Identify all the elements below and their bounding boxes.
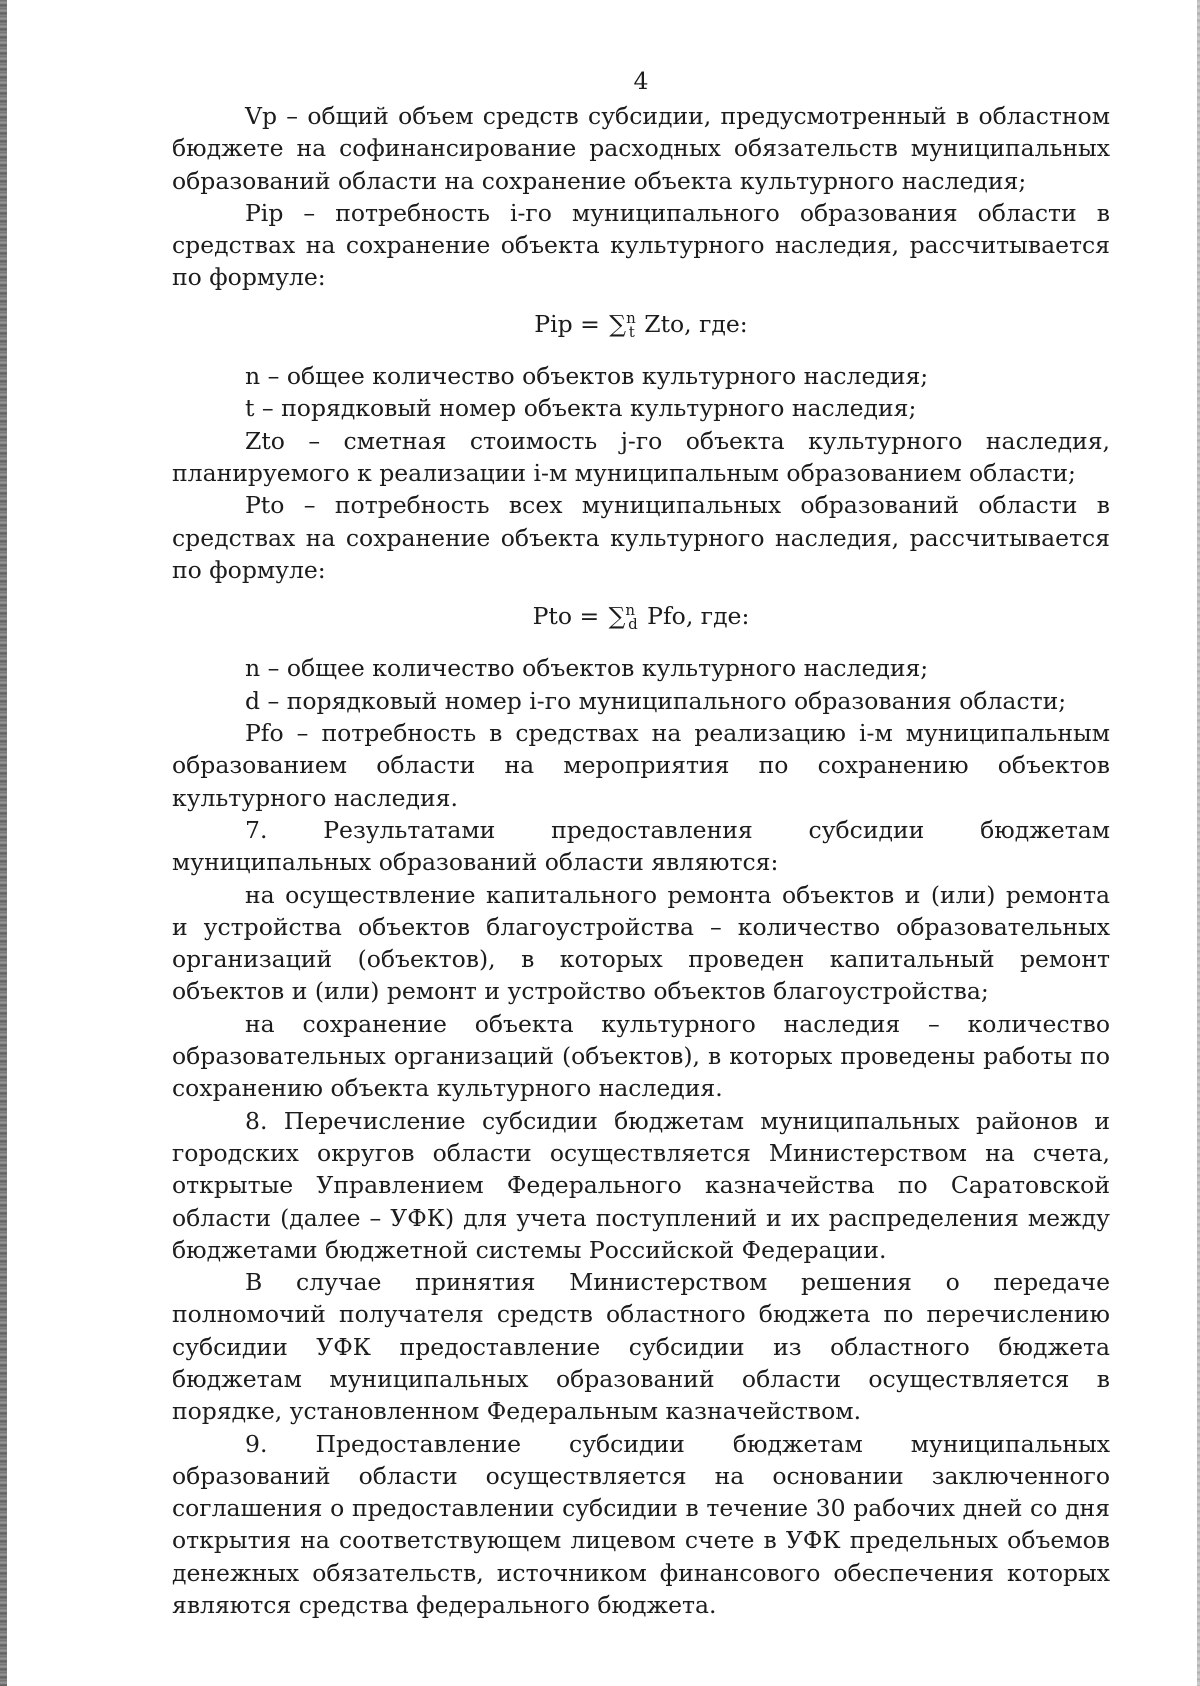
paragraph-vp-definition: Vp – общий объем средств субсидии, предусмотренный в областном бюджете на софинансирование расходных обязательств муниципальных образований области на сохранение объекта культурного наследия;: [172, 102, 1110, 195]
paragraph-t-definition: t – порядковый номер объекта культурного наследия;: [245, 394, 917, 423]
scan-left-edge: [0, 0, 7, 1686]
formula-pto-rhs: Pfo, где:: [639, 602, 750, 631]
paragraph-ufk-delegation: В случае принятия Министерством решения о передаче полномочий получателя средств областного бюджета по перечислению субсидии УФК предоставление субсидии из областного бюджета бюджетам муниципальных образований области осуществляется в порядке, установленном Федеральным казначейством.: [172, 1268, 1110, 1426]
paragraph-section-9: 9. Предоставление субсидии бюджетам муниципальных образований области осуществляется на основании заключенного соглашения о предоставлении субсидии в течение 30 рабочих дней со дня открытия на соответствующем лицевом счете в УФК предельных объемов денежных обязательств, источником финансового обеспечения которых являются средства федерального бюджета.: [172, 1429, 1110, 1620]
sum-upper-limit: n: [626, 308, 636, 327]
paragraph-zto-definition: Zto – сметная стоимость j-го объекта культурного наследия, планируемого к реализации i-м муниципальным образованием области;: [172, 426, 1110, 487]
paragraph-section-7: 7. Результатами предоставления субсидии бюджетам муниципальных образований области являются:: [172, 815, 1110, 877]
paragraph-heritage-result: на сохранение объекта культурного наследия – количество образовательных организаций (объектов), в которых проведены работы по сохранению объекта культурного наследия.: [172, 1009, 1110, 1103]
paragraph-pip-definition: Pip – потребность i-го муниципального образования области в средствах на сохранение объекта культурного наследия, рассчитывается по формуле:: [172, 198, 1110, 292]
sigma-symbol: ∑: [609, 309, 627, 338]
formula-pto: [172, 594, 1110, 640]
formula-pip-sum: [609, 302, 634, 348]
formula-pto-sum: [609, 594, 638, 640]
paragraph-pfo-definition: Pfo – потребность в средствах на реализацию i-м муниципальным образованием области на мероприятия по сохранению объектов культурного наследия.: [172, 719, 1110, 812]
sum-lower-limit: d: [628, 615, 638, 634]
formula-pip: [172, 302, 1110, 348]
formula-pip-lhs: Pip =: [534, 309, 608, 338]
sigma-symbol: ∑: [608, 602, 626, 631]
paragraph-d-definition: d – порядковый номер i-го муниципального образования области;: [245, 686, 1067, 715]
formula-pip-rhs: Zto, где:: [636, 309, 748, 338]
paragraph-section-8: 8. Перечисление субсидии бюджетам муниципальных районов и городских округов области осуществляется Министерством на счета, открытые Управлением Федерального казначейства по Саратовской области (далее – УФК) для учета поступлений и их распределения между бюджетами бюджетной системы Российской Федерации.: [172, 1106, 1110, 1264]
paragraph-capital-repair-result: на осуществление капитального ремонта объектов и (или) ремонта и устройства объектов благоустройства – количество образовательных организаций (объектов), в которых проведен капитальный ремонт объектов и (или) ремонт и устройство объектов благоустройства;: [172, 880, 1110, 1006]
document-page: [172, 62, 1110, 1621]
paragraph-n-definition: n – общее количество объектов культурного наследия;: [245, 362, 929, 391]
formula-pto-lhs: Pto =: [532, 602, 607, 631]
paragraph-pto-definition: Pto – потребность всех муниципальных образований области в средствах на сохранение объекта культурного наследия, рассчитывается по формуле:: [172, 491, 1110, 584]
sum-lower-limit: t: [628, 322, 635, 341]
page-number: 4: [633, 67, 649, 95]
sum-upper-limit: n: [625, 601, 636, 620]
paragraph-n-definition-2: n – общее количество объектов культурного наследия;: [245, 654, 929, 683]
